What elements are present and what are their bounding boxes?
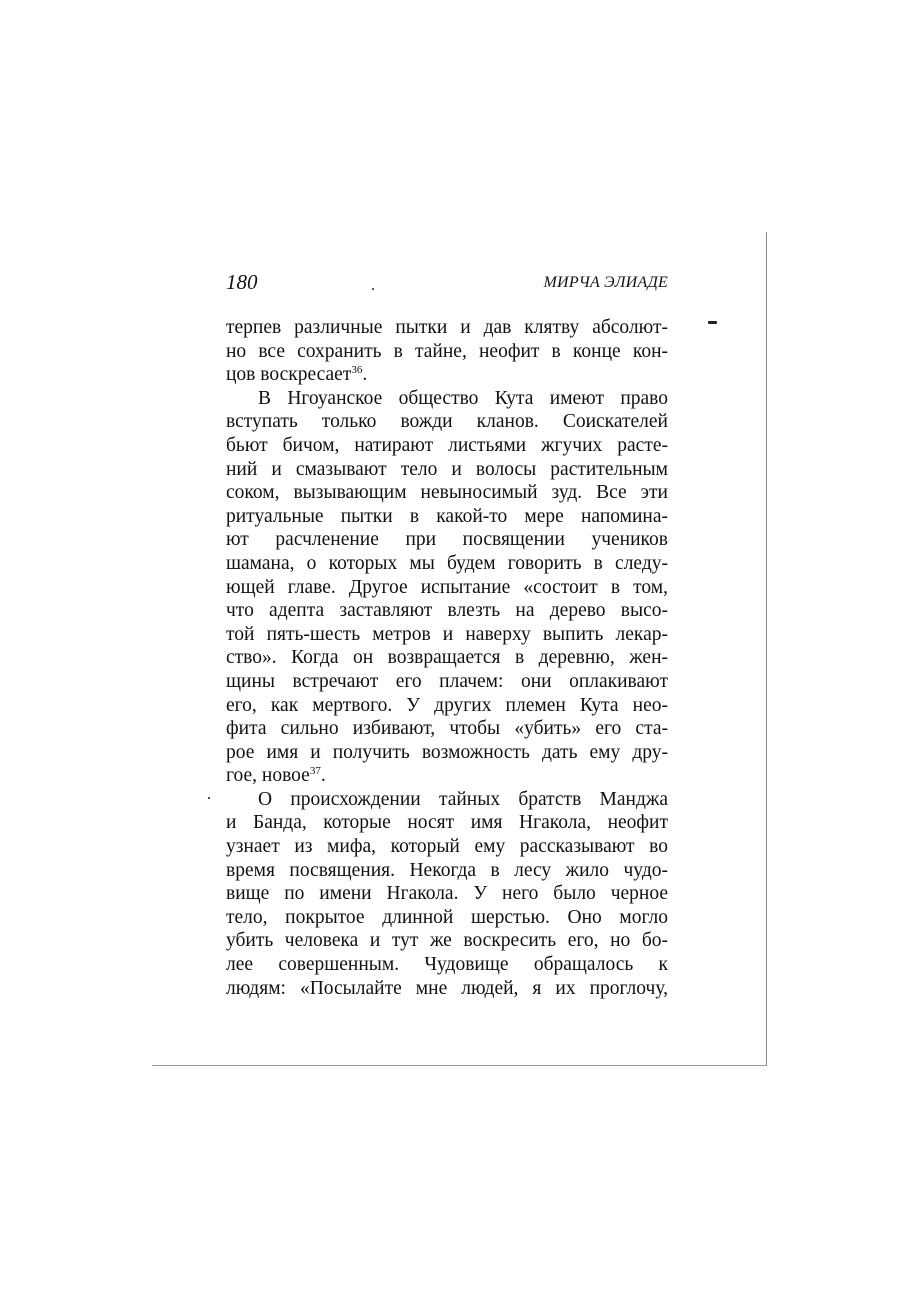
text-line: его, как мертвого. У других племен Кута нео-: [226, 694, 668, 716]
text-line: что адепта заставляют влезть на дерево высо-: [226, 600, 668, 622]
text-line: ритуальные пытки в какой-то мере напомина-: [226, 505, 668, 527]
scan-speck: [208, 797, 210, 799]
text-line: той пять-шесть метров и наверху выпить лекар-: [226, 623, 668, 645]
text-line: ют расчленение при посвящении учеников: [226, 529, 668, 551]
running-head-author: МИРЧА ЭЛИАДЕ: [543, 274, 668, 291]
text-line: терпев различные пытки и дав клятву абсолют-: [226, 317, 668, 338]
text-line: и Банда, которые носят имя Нгакола, неофит: [226, 812, 668, 834]
body-text: [226, 316, 668, 1000]
footnote-ref: 36: [351, 364, 363, 377]
text-line: соком, вызывающим невыносимый зуд. Все эти: [226, 482, 668, 504]
text-line: ющей главе. Другое испытание «состоит в том,: [226, 576, 668, 598]
scan-speck: [372, 288, 374, 290]
text-line: ство». Когда он возвращается в деревню, жен-: [226, 647, 668, 669]
text-line: людям: «Посылайте мне людей, я их проглочу,: [226, 977, 668, 999]
text-line: лее совершенным. Чудовище обращалось к: [226, 954, 668, 976]
text-line: бьют бичом, натирают листьями жгучих расте-: [226, 434, 668, 456]
text-line: убить человека и тут же воскресить его, но бо-: [226, 930, 668, 952]
text-line: шамана, о которых мы будем говорить в следу-: [226, 552, 668, 574]
text-line: О происхождении тайных братств Манджа: [258, 788, 668, 810]
text-line: вище по имени Нгакола. У него было черное: [226, 883, 668, 905]
page-edge-right: [766, 232, 767, 1066]
text-line: рое имя и получить возможность дать ему дру-: [226, 741, 668, 763]
scan-speck: [708, 321, 717, 324]
text-line: цов воскресает$^{36}$.: [226, 364, 368, 386]
text-line: время посвящения. Некогда в лесу жило чудо-: [226, 859, 668, 881]
text-line: В Нгоуанское общество Кута имеют право: [258, 387, 668, 409]
text-line: фита сильно избивают, чтобы «убить» его ста-: [226, 718, 668, 740]
text-line: но все сохранить в тайне, неофит в конце кон-: [226, 340, 668, 362]
text-line: ний и смазывают тело и волосы растительным: [226, 458, 668, 480]
text-line: вступать только вожди кланов. Соискателей: [226, 411, 668, 433]
text-line: гое, новое$^{37}$.: [226, 765, 326, 787]
text-line: щины встречают его плачем: они оплакивают: [226, 670, 668, 692]
text-line: тело, покрытое длинной шерстью. Оно могло: [226, 906, 668, 928]
page-edge-bottom: [152, 1065, 767, 1066]
page-number: 180: [226, 270, 258, 294]
text-line: узнает из мифа, который ему рассказывают во: [226, 836, 668, 858]
footnote-ref: 37: [309, 765, 321, 778]
